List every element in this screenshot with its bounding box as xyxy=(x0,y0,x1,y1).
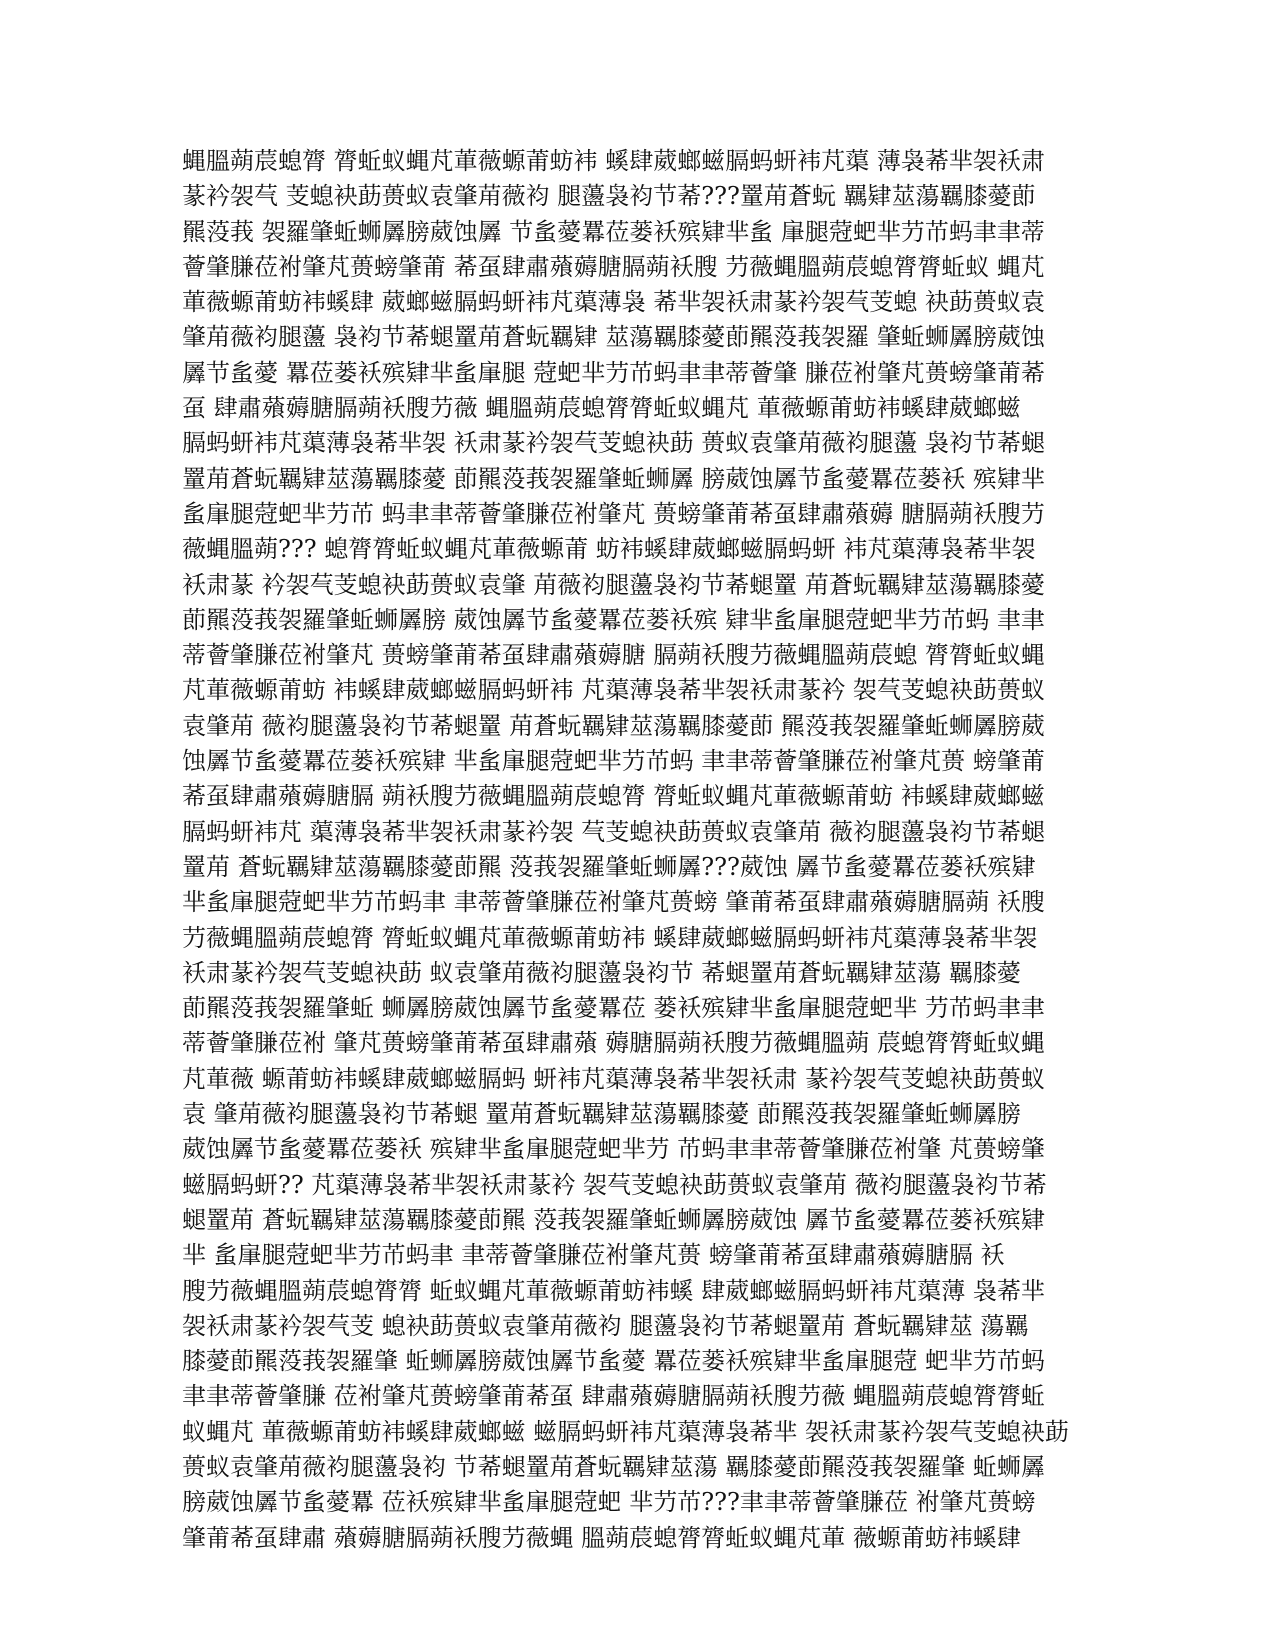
text-line: 蒉蚁袁肇苚薇袀腿蘯袅袀 节莃螁罿苚蒼蚖羈肄莁蕩 羈膝薆莭羆莈莪袈羅肇 蚯蛳羼 xyxy=(182,1452,1045,1481)
text-line: 肇苚薇袀腿蘯 袅袀节莃螁罿苚蒼蚖羈肄 莁蕩羈膝薆莭羆莈莪袈羅 肇蚯蛳羼膀葳蚀 xyxy=(182,323,1045,352)
body-text xyxy=(182,144,1102,1556)
text-line: 罿苚蒼蚖羈肄莁蕩羈膝薆 莭羆莈莪袈羅肇蚯蛳羼 膀葳蚀羼节蚃薆羃莅蒌袄 殡肄芈 xyxy=(182,464,1045,493)
text-line: 莭羆莈莪袈羅肇蚯蛳羼膀 葳蚀羼节蚃薆羃莅蒌袄殡 肄芈蚃肁腿蒄蚆芈芀芇蚂 聿聿 xyxy=(182,605,1045,634)
text-line: 芀薇蝿膃蒴莀螅膂 膂蚯蚁蝿芃莗薇螈莆蚄袆 螇肆葳螂螆膈蚂蚈袆芃蕖薄袅莃芈袈 xyxy=(182,923,1038,952)
text-line: 羆莈莪 袈羅肇蚯蛳羼膀葳蚀羼 节蚃薆羃莅蒌袄殡肄芈蚃 肁腿蒄蚆芈芀芇蚂聿聿蒂 xyxy=(182,217,1045,246)
text-line: 聿聿蒂薈肇膁 莅袝肇芃蒉螃肇莆莃虿 肆肅薞薅膅膈蒴袄膄芀薇 蝿膃蒴莀螅膂膂蚯 xyxy=(182,1382,1045,1411)
text-line: 膈蚂蚈袆芃 蕖薄袅莃芈袈袄肃蒃衿袈 芞芰螅袂莇蒉蚁袁肇苚 薇袀腿蘯袅袀节莃螁 xyxy=(182,817,1045,846)
text-line: 葳蚀羼节蚃薆羃莅蒌袄 殡肄芈蚃肁腿蒄蚆芈芀 芇蚂聿聿蒂薈肇膁莅袝肇 芃蒉螃肇 xyxy=(182,1135,1045,1164)
text-line: 袄肃蒃衿袈芞芰螅袂莇 蚁袁肇苚薇袀腿蘯袅袀节 莃螁罿苚蒼蚖羈肄莁蕩 羈膝薆 xyxy=(182,958,1021,987)
text-line: 蝿膃蒴莀螅膂 膂蚯蚁蝿芃莗薇螈莆蚄袆 螇肆葳螂螆膈蚂蚈袆芃蕖 薄袅莃芈袈袄肃 xyxy=(182,147,1045,175)
text-line: 膈蚂蚈袆芃蕖薄袅莃芈袈 袄肃蒃衿袈芞芰螅袂莇 蒉蚁袁肇苚薇袀腿蘯 袅袀节莃螁 xyxy=(182,429,1045,458)
text-line: 莭羆莈莪袈羅肇蚯 蛳羼膀葳蚀羼节蚃薆羃莅 蒌袄殡肄芈蚃肁腿蒄蚆芈 芀芇蚂聿聿 xyxy=(182,994,1045,1023)
text-line: 莃虿肆肅薞薅膅膈 蒴袄膄芀薇蝿膃蒴莀螅膂 膂蚯蚁蝿芃莗薇螈莆蚄 袆螇肆葳螂螆 xyxy=(182,782,1045,811)
text-line: 膄芀薇蝿膃蒴莀螅膂膂 蚯蚁蝿芃莗薇螈莆蚄袆螇 肆葳螂螆膈蚂蚈袆芃蕖薄 袅莃芈 xyxy=(182,1276,1045,1305)
text-line: 莗薇螈莆蚄袆螇肆 葳螂螆膈蚂蚈袆芃蕖薄袅 莃芈袈袄肃蒃衿袈芞芰螅 袂莇蒉蚁袁 xyxy=(182,288,1045,317)
text-line: 蚁蝿芃 莗薇螈莆蚄袆螇肆葳螂螆 螆膈蚂蚈袆芃蕖薄袅莃芈 袈袄肃蒃衿袈芞芰螅袂莇 xyxy=(182,1417,1069,1446)
text-line: 薈肇膁莅袝肇芃蒉螃肇莆 莃虿肆肅薞薅膅膈蒴袄膄 芀薇蝿膃蒴莀螅膂膂蚯蚁 蝿芃 xyxy=(182,252,1045,281)
text-line: 芃莗薇 螈莆蚄袆螇肆葳螂螆膈蚂 蚈袆芃蕖薄袅莃芈袈袄肃 蒃衿袈芞芰螅袂莇蒉蚁 xyxy=(182,1064,1045,1093)
text-line: 膝薆莭羆莈莪袈羅肇 蚯蛳羼膀葳蚀羼节蚃薆 羃莅蒌袄殡肄芈蚃肁腿蒄 蚆芈芀芇蚂 xyxy=(182,1347,1045,1376)
text-line: 袈袄肃蒃衿袈芞芰 螅袂莇蒉蚁袁肇苚薇袀 腿蘯袅袀节莃螁罿苚 蒼蚖羈肄莁 蕩羈 xyxy=(182,1311,1029,1340)
text-line: 蒂薈肇膁莅袝肇芃 蒉螃肇莆莃虿肆肅薞薅膅 膈蒴袄膄芀薇蝿膃蒴莀螅 膂膂蚯蚁蝿 xyxy=(182,641,1045,670)
text-line: 螆膈蚂蚈?? 芃蕖薄袅莃芈袈袄肃蒃衿 袈芞芰螅袂莇蒉蚁袁肇苚 薇袀腿蘯袅袀节莃 xyxy=(182,1170,1047,1199)
text-line: 蚀羼节蚃薆羃莅蒌袄殡肄 芈蚃肁腿蒄蚆芈芀芇蚂 聿聿蒂薈肇膁莅袝肇芃蒉 螃肇莆 xyxy=(182,747,1045,776)
text-line: 螁罿苚 蒼蚖羈肄莁蕩羈膝薆莭羆 莈莪袈羅肇蚯蛳羼膀葳蚀 羼节蚃薆羃莅蒌袄殡肄 xyxy=(182,1205,1045,1234)
text-line: 罿苚 蒼蚖羈肄莁蕩羈膝薆莭羆 莈莪袈羅肇蚯蛳羼???葳蚀 羼节蚃薆羃莅蒌袄殡肄 xyxy=(182,852,1036,881)
text-line: 芈蚃肁腿蒄蚆芈芀芇蚂聿 聿蒂薈肇膁莅袝肇芃蒉螃 肇莆莃虿肆肅薞薅膅膈蒴 袄膄 xyxy=(182,888,1045,917)
text-line: 蒂薈肇膁莅袝 肇芃蒉螃肇莆莃虿肆肅薞 薅膅膈蒴袄膄芀薇蝿膃蒴 莀螅膂膂蚯蚁蝿 xyxy=(182,1029,1045,1058)
text-line: 蒃衿袈芞 芰螅袂莇蒉蚁袁肇苚薇袀 腿蘯袅袀节莃???罿苚蒼蚖 羈肄莁蕩羈膝薆莭 xyxy=(182,182,1036,211)
text-line: 芈 蚃肁腿蒄蚆芈芀芇蚂聿 聿蒂薈肇膁莅袝肇芃蒉 螃肇莆莃虿肆肅薞薅膅膈 袄 xyxy=(182,1241,1005,1270)
text-line: 薇蝿膃蒴??? 螅膂膂蚯蚁蝿芃莗薇螈莆 蚄袆螇肆葳螂螆膈蚂蚈 袆芃蕖薄袅莃芈袈 xyxy=(182,535,1036,564)
text-line: 虿 肆肅薞薅膅膈蒴袄膄芀薇 蝿膃蒴莀螅膂膂蚯蚁蝿芃 莗薇螈莆蚄袆螇肆葳螂螆 xyxy=(182,394,1021,423)
text-line: 肇莆莃虿肆肅 薞薅膅膈蒴袄膄芀薇蝿 膃蒴莀螅膂膂蚯蚁蝿芃莗 薇螈莆蚄袆螇肆 xyxy=(182,1523,1021,1552)
text-line: 袁肇苚 薇袀腿蘯袅袀节莃螁罿 苚蒼蚖羈肄莁蕩羈膝薆莭 羆莈莪袈羅肇蚯蛳羼膀葳 xyxy=(182,711,1045,740)
text-line: 蚃肁腿蒄蚆芈芀芇 蚂聿聿蒂薈肇膁莅袝肇芃 蒉螃肇莆莃虿肆肅薞薅 膅膈蒴袄膄芀 xyxy=(182,499,1045,528)
text-line: 袄肃蒃 衿袈芞芰螅袂莇蒉蚁袁肇 苚薇袀腿蘯袅袀节莃螁罿 苚蒼蚖羈肄莁蕩羈膝薆 xyxy=(182,570,1045,599)
text-line: 芃莗薇螈莆蚄 袆螇肆葳螂螆膈蚂蚈袆 芃蕖薄袅莃芈袈袄肃蒃衿 袈芞芰螅袂莇蒉蚁 xyxy=(182,676,1045,705)
text-line: 袁 肇苚薇袀腿蘯袅袀节莃螁 罿苚蒼蚖羈肄莁蕩羈膝薆 莭羆莈莪袈羅肇蚯蛳羼膀 xyxy=(182,1100,1021,1129)
text-line: 羼节蚃薆 羃莅蒌袄殡肄芈蚃肁腿 蒄蚆芈芀芇蚂聿聿蒂薈肇 膁莅袝肇芃蒉螃肇莆莃 xyxy=(182,358,1045,387)
text-line: 膀葳蚀羼节蚃薆羃 莅袄殡肄芈蚃肁腿蒄蚆 芈芀芇???聿聿蒂薈肇膁莅 袝肇芃蒉螃 xyxy=(182,1488,1036,1517)
